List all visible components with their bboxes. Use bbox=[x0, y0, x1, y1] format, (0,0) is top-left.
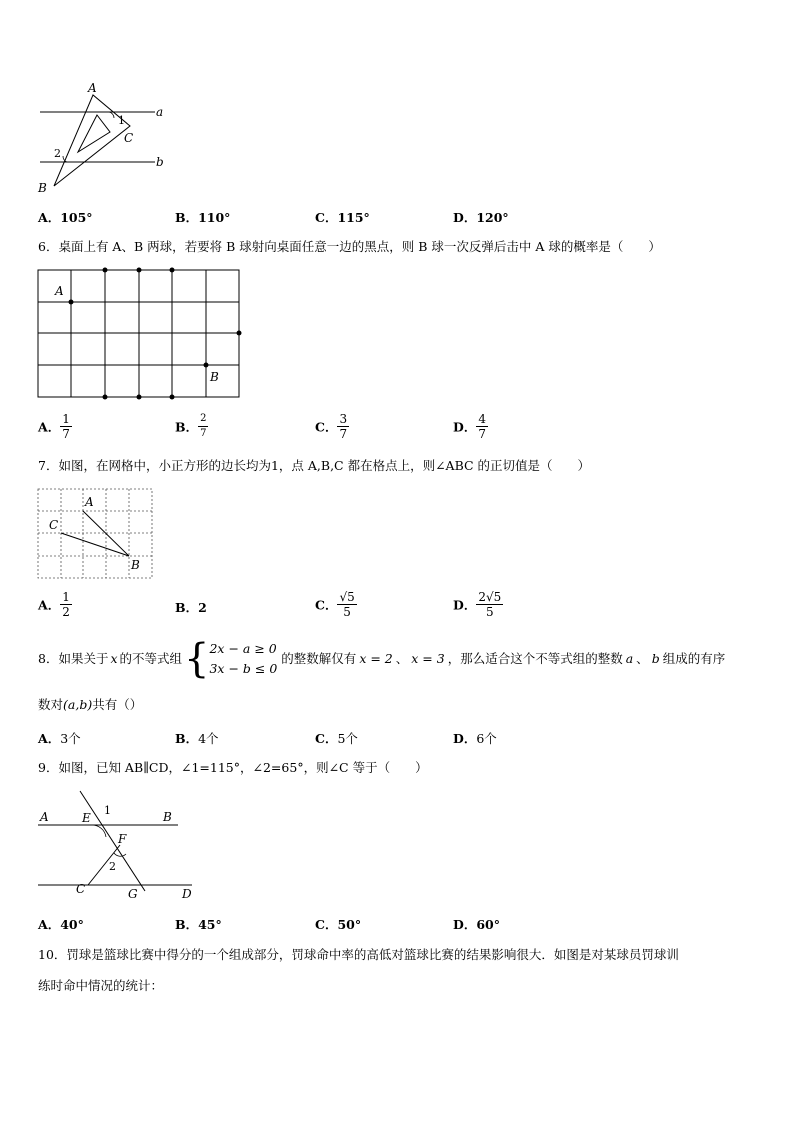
q6-dot-right bbox=[237, 331, 242, 336]
q5-label-A: A bbox=[88, 81, 97, 95]
q9-label-C: C bbox=[76, 882, 86, 896]
q5-label-b: b bbox=[156, 155, 164, 169]
q8-option-c[interactable]: C．5个 bbox=[315, 731, 358, 746]
q6-dot-bottom-1 bbox=[103, 395, 108, 400]
q5-option-b[interactable]: B．110° bbox=[175, 210, 231, 225]
q9-stem: 9．如图，已知 AB∥CD，∠1=115°，∠2=65°，则∠C 等于（ ） bbox=[38, 760, 428, 775]
q9-option-a[interactable]: A．40° bbox=[38, 917, 84, 932]
q6-dot-top-2 bbox=[137, 268, 142, 273]
q9-label-F: F bbox=[118, 832, 127, 846]
q6-stem: 6．桌面上有 A、B 两球，若要将 B 球射向桌面任意一边的黑点，则 B 球一次反弹后击中 A 球的概率是（ ） bbox=[38, 239, 661, 254]
q5-option-c[interactable]: C．115° bbox=[315, 210, 370, 225]
q8-brace: { bbox=[184, 636, 210, 682]
q5-label-2: 2 bbox=[54, 147, 61, 160]
q6-option-a[interactable]: A． $\frac{1}{7}$ bbox=[38, 412, 70, 441]
q7-option-c[interactable]: C． $\frac{√5}{5}$ bbox=[315, 590, 355, 619]
q5-label-C: C bbox=[124, 131, 134, 145]
q6-label-A: A bbox=[55, 284, 64, 298]
q9-label-1: 1 bbox=[104, 804, 111, 817]
q9-option-b[interactable]: B．45° bbox=[175, 917, 222, 932]
q6-dot-A bbox=[69, 300, 74, 305]
q6-dot-bottom-3 bbox=[170, 395, 175, 400]
q6-figure bbox=[30, 262, 250, 407]
q8-stem-line1: 8．如果关于 x 的不等式组 { 2x − a ≥ 0 3x − b ≤ 0 的整数解仅有 x = 2 、 x = 3 ，那么适合这个不等式组的整数 a 、 b 组成的有序 bbox=[38, 636, 726, 682]
q6-option-b[interactable]: B． $\frac{2}{7}$ bbox=[175, 413, 207, 439]
q8-stem-line2: 数对(a,b)共有（） bbox=[38, 697, 143, 712]
q9-label-E: E bbox=[82, 811, 91, 825]
q5-label-1: 1 bbox=[118, 114, 125, 127]
q6-option-d[interactable]: D． $\frac{4}{7}$ bbox=[453, 412, 486, 441]
q7-figure bbox=[30, 483, 160, 583]
q9-figure bbox=[30, 785, 200, 905]
q6-dot-top-1 bbox=[103, 268, 108, 273]
q9-label-A: A bbox=[40, 810, 49, 824]
q7-option-a[interactable]: A． $\frac{1}{2}$ bbox=[38, 590, 70, 619]
q8-option-b[interactable]: B．4个 bbox=[175, 731, 219, 746]
q5-option-a[interactable]: A．105° bbox=[38, 210, 93, 225]
q9-label-D: D bbox=[182, 887, 192, 901]
q9-label-G: G bbox=[128, 887, 138, 901]
q9-option-d[interactable]: D．60° bbox=[453, 917, 500, 932]
q9-option-c[interactable]: C．50° bbox=[315, 917, 362, 932]
q7-option-b[interactable]: B．2 bbox=[175, 600, 207, 615]
q6-label-B: B bbox=[210, 370, 219, 384]
q10-stem-line1: 10．罚球是篮球比赛中得分的一个组成部分，罚球命中率的高低对篮球比赛的结果影响很大．如图是对某球员罚球训 bbox=[38, 947, 679, 962]
q6-option-c[interactable]: C． $\frac{3}{7}$ bbox=[315, 412, 348, 441]
q6-dot-B bbox=[204, 363, 209, 368]
q10-stem-line2: 练时命中情况的统计： bbox=[38, 978, 164, 993]
q8-option-d[interactable]: D．6个 bbox=[453, 731, 497, 746]
q9-label-B: B bbox=[163, 810, 172, 824]
q5-label-a: a bbox=[156, 105, 164, 119]
q7-stem: 7．如图，在网格中，小正方形的边长均为1，点 A,B,C 都在格点上，则∠ABC 的正切值是（ ） bbox=[38, 458, 591, 473]
q6-dot-top-3 bbox=[170, 268, 175, 273]
q9-label-2: 2 bbox=[109, 860, 116, 873]
q5-figure bbox=[30, 78, 180, 198]
q6-dot-bottom-2 bbox=[137, 395, 142, 400]
q7-label-C: C bbox=[49, 518, 59, 532]
q8-system: 2x − a ≥ 0 3x − b ≤ 0 bbox=[209, 641, 278, 676]
q5-label-B: B bbox=[38, 181, 47, 195]
q7-label-B: B bbox=[131, 558, 140, 572]
q8-option-a[interactable]: A．3个 bbox=[38, 731, 81, 746]
q5-option-d[interactable]: D．120° bbox=[453, 210, 509, 225]
q7-label-A: A bbox=[85, 495, 94, 509]
q7-option-d[interactable]: D． $\frac{2√5}{5}$ bbox=[453, 590, 502, 619]
